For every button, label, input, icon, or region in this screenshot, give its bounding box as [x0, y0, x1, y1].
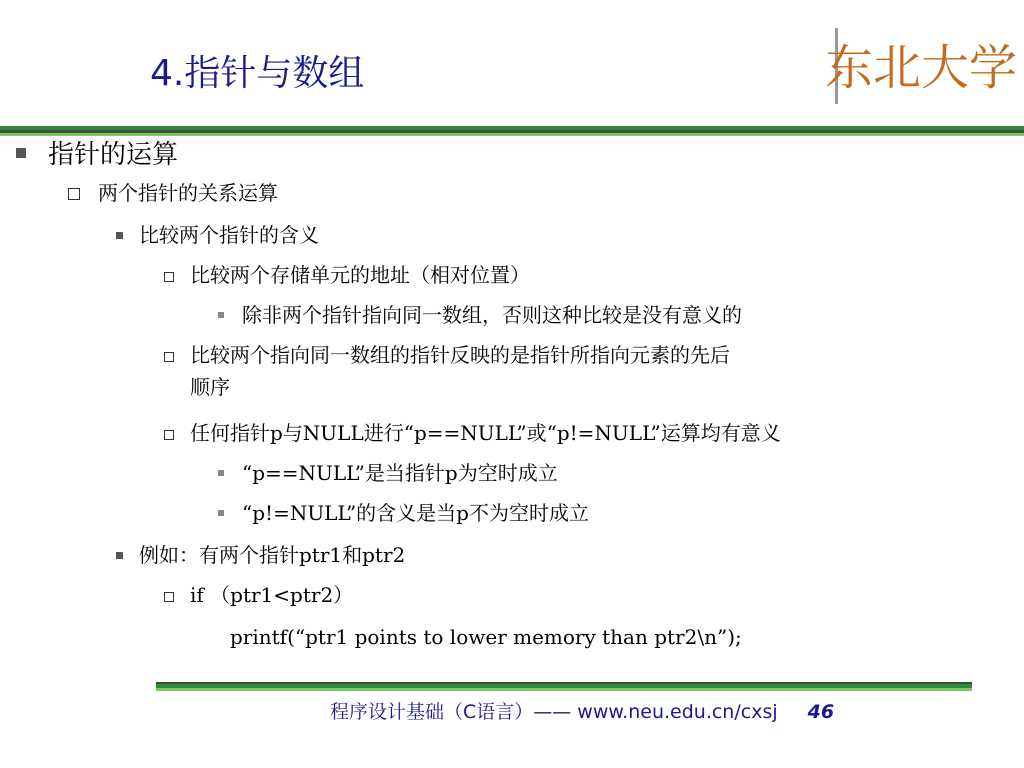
page-number: 46 [807, 701, 835, 723]
bullet-square-icon [16, 148, 26, 158]
bullet-hollow-icon [68, 188, 80, 200]
bullet-square-icon [116, 552, 123, 559]
list-item [16, 138, 178, 172]
bullet-square-icon [218, 510, 224, 516]
bullet-hollow-icon [164, 352, 174, 362]
bullet-hollow-icon [164, 272, 174, 282]
slide-footer [330, 698, 834, 726]
list-item [116, 220, 319, 250]
list-item [218, 458, 558, 488]
list-item-continuation [190, 372, 230, 402]
bottom-divider [156, 682, 972, 694]
logo-text: 东北大学 [824, 40, 1018, 96]
bullet-text: 比较两个指针的含义 [139, 223, 319, 247]
bullet-text: 比较两个指向同一数组的指针反映的是指针所指向元素的先后 [190, 343, 730, 367]
list-item [68, 178, 278, 208]
bullet-text: 顺序 [190, 375, 230, 399]
bullet-hollow-icon [164, 430, 174, 440]
bullet-text: 两个指针的关系运算 [98, 181, 278, 205]
bullet-text: 除非两个指针指向同一数组，否则这种比较是没有意义的 [242, 303, 742, 327]
bullet-text: printf(“ptr1 points to lower memory than ptr2\n”); [230, 625, 742, 649]
footer-course: 程序设计基础（C语言）—— www.neu.edu.cn/cxsj [330, 701, 778, 723]
bullet-square-icon [218, 312, 224, 318]
bullet-square-icon [218, 470, 224, 476]
bullet-text: 比较两个存储单元的地址（相对位置） [190, 263, 530, 287]
list-item [164, 260, 530, 290]
bullet-hollow-icon [164, 592, 174, 602]
list-item [116, 540, 405, 570]
code-line [230, 622, 742, 652]
university-logo [824, 28, 1018, 104]
list-item [164, 580, 353, 610]
bullet-text: “p==NULL”是当指针p为空时成立 [242, 461, 558, 485]
bullet-text: 例如：有两个指针ptr1和ptr2 [139, 543, 406, 567]
bullet-text: “p!=NULL”的含义是当p不为空时成立 [242, 501, 589, 525]
code-line: if （ptr1<ptr2） [190, 583, 354, 607]
top-divider [0, 126, 1024, 138]
bullet-text: 任何指针p与NULL进行“p==NULL”或“p!=NULL”运算均有意义 [190, 421, 781, 445]
list-item [164, 418, 781, 448]
bullet-text: 指针的运算 [48, 140, 179, 170]
list-item [218, 498, 589, 528]
slide-title: 4.指针与数组 [150, 53, 365, 94]
list-item [218, 300, 742, 330]
bullet-square-icon [116, 232, 123, 239]
list-item [164, 340, 730, 370]
